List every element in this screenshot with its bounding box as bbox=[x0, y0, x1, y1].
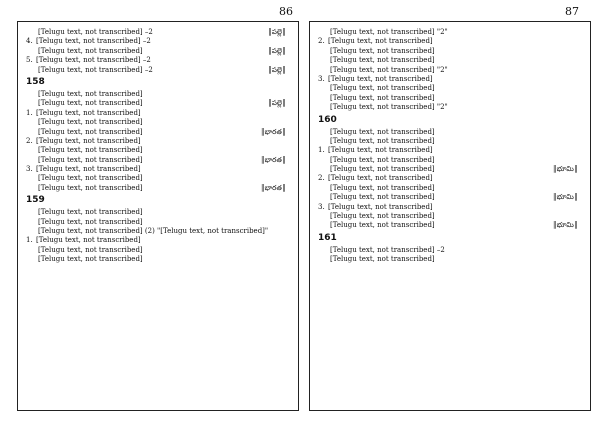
song-line bbox=[26, 66, 290, 75]
song-line bbox=[26, 128, 290, 137]
verse-number: 2. bbox=[318, 37, 325, 46]
song-line bbox=[26, 236, 290, 245]
left-page bbox=[17, 21, 299, 411]
line-text: [Telugu text, not transcribed] bbox=[36, 165, 141, 174]
line-text: [Telugu text, not transcribed] bbox=[328, 146, 433, 155]
line-text: [Telugu text, not transcribed] –2 bbox=[36, 37, 151, 46]
song-line bbox=[318, 84, 582, 93]
song-line bbox=[26, 56, 290, 65]
line-text: [Telugu text, not transcribed] bbox=[36, 136, 141, 145]
hymn-number-heading: 159 bbox=[26, 195, 45, 206]
verse-number: 1. bbox=[26, 108, 33, 117]
line-text: [Telugu text, not transcribed] bbox=[38, 127, 143, 136]
song-line bbox=[26, 246, 290, 255]
song-line bbox=[26, 90, 290, 99]
song-line bbox=[318, 212, 582, 221]
song-line bbox=[26, 255, 290, 264]
line-text: [Telugu text, not transcribed] bbox=[328, 174, 433, 183]
refrain-tag: ║భూమి║ bbox=[552, 221, 578, 230]
song-line bbox=[26, 165, 290, 174]
song-line bbox=[318, 184, 582, 193]
line-text: [Telugu text, not transcribed] –2 bbox=[38, 28, 153, 36]
verse-number: 3. bbox=[318, 202, 325, 211]
line-text: [Telugu text, not transcribed] bbox=[330, 255, 435, 264]
refrain-tag: ║పల్లె║ bbox=[267, 65, 286, 74]
song-line bbox=[318, 47, 582, 56]
verse-number: 4. bbox=[26, 37, 33, 46]
song-line bbox=[26, 146, 290, 155]
song-line bbox=[318, 255, 582, 264]
verse-number: 1. bbox=[26, 236, 33, 245]
refrain-tag: ║పల్లె║ bbox=[267, 46, 286, 55]
right-page bbox=[309, 21, 591, 411]
song-line bbox=[318, 193, 582, 202]
line-text: [Telugu text, not transcribed] bbox=[328, 202, 433, 211]
line-text: [Telugu text, not transcribed] bbox=[330, 155, 435, 164]
verse-number: 2. bbox=[26, 136, 33, 145]
line-text: [Telugu text, not transcribed] bbox=[38, 255, 143, 264]
line-text: [Telugu text, not transcribed] bbox=[330, 93, 435, 102]
line-text: [Telugu text, not transcribed] bbox=[38, 89, 143, 98]
line-text: [Telugu text, not transcribed] bbox=[38, 183, 143, 192]
hymn-number-heading: 160 bbox=[318, 114, 337, 125]
song-line bbox=[26, 47, 290, 56]
line-text: [Telugu text, not transcribed] bbox=[328, 37, 433, 46]
song-line bbox=[318, 174, 582, 183]
song-line bbox=[318, 203, 582, 212]
line-text: [Telugu text, not transcribed] bbox=[36, 108, 141, 117]
line-text: [Telugu text, not transcribed] –2 bbox=[36, 56, 151, 65]
line-text: [Telugu text, not transcribed] bbox=[330, 56, 435, 65]
line-text: [Telugu text, not transcribed] bbox=[330, 183, 435, 192]
line-text: [Telugu text, not transcribed] "2" bbox=[330, 103, 448, 112]
verse-number: 3. bbox=[26, 165, 33, 174]
song-line bbox=[26, 109, 290, 118]
song-line bbox=[26, 218, 290, 227]
refrain-tag: ║భూమి║ bbox=[552, 165, 578, 174]
song-line bbox=[318, 56, 582, 65]
song-line bbox=[318, 66, 582, 75]
line-text: [Telugu text, not transcribed] bbox=[330, 212, 435, 221]
song-line bbox=[318, 103, 582, 112]
line-text: [Telugu text, not transcribed] bbox=[38, 99, 143, 108]
line-text: [Telugu text, not transcribed] bbox=[330, 193, 435, 202]
song-line bbox=[318, 146, 582, 155]
song-line bbox=[318, 37, 582, 46]
song-line bbox=[26, 137, 290, 146]
line-text: [Telugu text, not transcribed] bbox=[38, 155, 143, 164]
refrain-tag: ║పల్లె║ bbox=[267, 99, 286, 108]
song-line bbox=[318, 128, 582, 137]
song-line bbox=[26, 208, 290, 217]
verse-number: 1. bbox=[318, 146, 325, 155]
line-text: [Telugu text, not transcribed] bbox=[328, 74, 433, 83]
hymn-number-heading: 158 bbox=[26, 76, 45, 87]
line-text: [Telugu text, not transcribed] bbox=[330, 165, 435, 174]
left-page-number: 86 bbox=[279, 5, 293, 18]
song-line bbox=[26, 156, 290, 165]
song-line bbox=[26, 174, 290, 183]
line-text: [Telugu text, not transcribed] bbox=[38, 146, 143, 155]
line-text: [Telugu text, not transcribed] bbox=[38, 245, 143, 254]
line-text: [Telugu text, not transcribed] "2" bbox=[330, 28, 448, 36]
song-line bbox=[26, 99, 290, 108]
line-text: [Telugu text, not transcribed] bbox=[330, 136, 435, 145]
refrain-tag: ║పల్లె║ bbox=[267, 28, 286, 36]
line-text: [Telugu text, not transcribed] (2) "[Telugu text, not transcribed]" bbox=[38, 227, 269, 236]
verse-number: 3. bbox=[318, 74, 325, 83]
song-line bbox=[318, 221, 582, 230]
line-text: [Telugu text, not transcribed] bbox=[38, 217, 143, 226]
refrain-tag: ║భారత║ bbox=[260, 155, 286, 164]
song-line bbox=[318, 165, 582, 174]
line-text: [Telugu text, not transcribed] bbox=[38, 174, 143, 183]
song-line bbox=[26, 184, 290, 193]
song-line bbox=[318, 137, 582, 146]
refrain-tag: ║భారత║ bbox=[260, 127, 286, 136]
song-line bbox=[318, 28, 582, 37]
hymn-number-heading: 161 bbox=[318, 232, 337, 243]
song-line bbox=[318, 75, 582, 84]
line-text: [Telugu text, not transcribed] bbox=[330, 46, 435, 55]
line-text: [Telugu text, not transcribed] bbox=[330, 221, 435, 230]
line-text: [Telugu text, not transcribed] bbox=[330, 127, 435, 136]
song-line bbox=[26, 118, 290, 127]
song-line bbox=[318, 94, 582, 103]
song-line bbox=[26, 37, 290, 46]
line-text: [Telugu text, not transcribed] –2 bbox=[330, 245, 445, 254]
refrain-tag: ║భారత║ bbox=[260, 183, 286, 192]
verse-number: 5. bbox=[26, 56, 33, 65]
song-line bbox=[26, 28, 290, 37]
line-text: [Telugu text, not transcribed] bbox=[36, 236, 141, 245]
song-line bbox=[318, 246, 582, 255]
line-text: [Telugu text, not transcribed] bbox=[38, 118, 143, 127]
line-text: [Telugu text, not transcribed] bbox=[38, 46, 143, 55]
verse-number: 2. bbox=[318, 174, 325, 183]
right-page-number: 87 bbox=[565, 5, 579, 18]
line-text: [Telugu text, not transcribed] bbox=[38, 208, 143, 217]
song-line bbox=[26, 227, 290, 236]
line-text: [Telugu text, not transcribed] "2" bbox=[330, 65, 448, 74]
refrain-tag: ║భూమి║ bbox=[552, 193, 578, 202]
line-text: [Telugu text, not transcribed] bbox=[330, 84, 435, 93]
song-line bbox=[318, 156, 582, 165]
line-text: [Telugu text, not transcribed] –2 bbox=[38, 65, 153, 74]
